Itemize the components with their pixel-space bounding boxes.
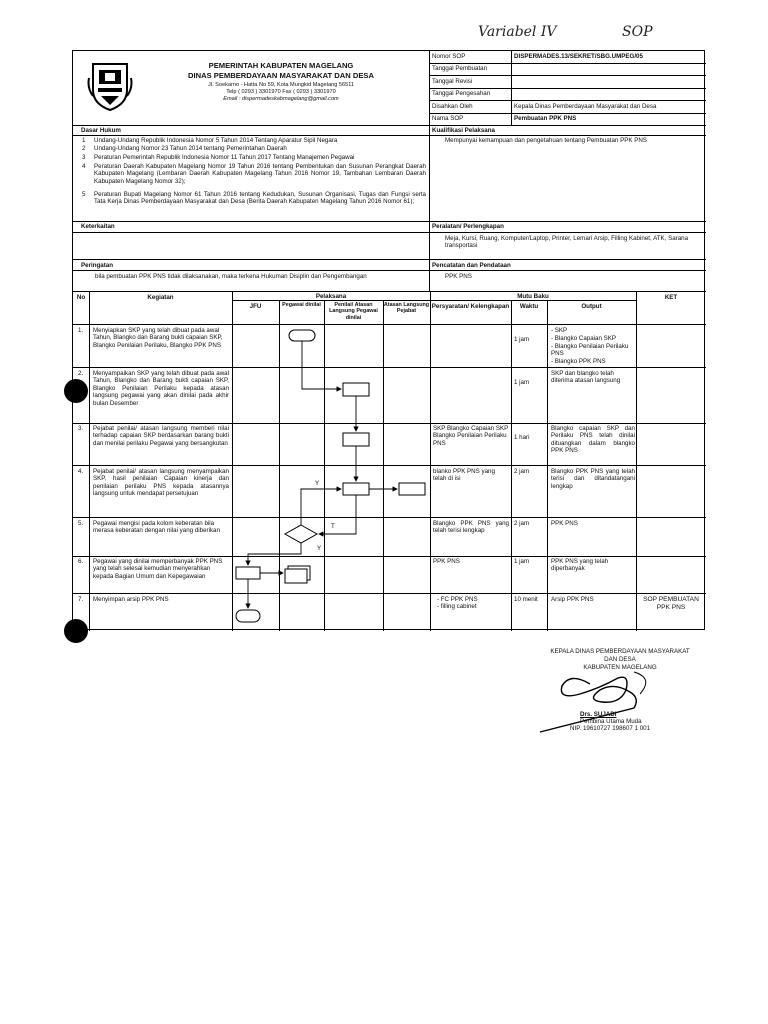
row-4-waktu: 2 jam — [514, 468, 530, 475]
flow-process-6 — [236, 567, 260, 579]
header-email: Email : dispermadeskabmagelang@gmail.com — [223, 96, 339, 102]
row-6-waktu: 1 jam — [514, 558, 530, 565]
row-5-no: 5. — [78, 520, 84, 527]
row-7-kegiatan: Menyimpan arsip PPK PNS — [93, 596, 169, 603]
row-6-output-1: PPK PNS yang telah diperbanyak — [551, 558, 609, 573]
peringatan-title: Peringatan — [81, 262, 113, 269]
row-2-kegiatan: Menyampaikan SKP yang telah dibuat pada awal Tahun, Blangko dan Barang bukti capaian SKP, Blangko Penilaian Perilaku kepada atasan langsung pegawai yang akan dinilai pada akhir bulan Desember — [93, 370, 229, 407]
signature-title-1: KEPALA DINAS PEMBERDAYAAN MASYARAKAT — [550, 648, 690, 655]
flow-label-t: T — [331, 523, 335, 530]
row-5-syarat: Blangko PPK PNS yang telah terisi lengkap — [433, 520, 509, 535]
kualifikasi-text: Mempunyai kemampuan dan pengetahuan tentang Pembuatan PPK PNS — [445, 137, 647, 144]
peralatan-title: Peralatan/ Perlengkapan — [432, 223, 504, 230]
dasar-text-5: Peraturan Bupati Magelang Nomor 61 Tahun 2016 tentang Kedudukan, Susunan Organisasi, Tugas dan Fungsi serta Tata Kerja Dinas Pemberdayaan Masyarakat dan Desa (Berita Daerah Kabupaten Magelang Tahun 2016 Nomor 61); — [94, 191, 426, 206]
row-1-output-3: - Blangko Penilaian Perilaku PNS — [551, 343, 629, 358]
flow-label-y-top: Y — [315, 480, 320, 487]
flow-end-terminator — [236, 610, 260, 622]
meta-label-disahkan: Disahkan Oleh — [432, 103, 473, 110]
signature-rank: Pembina Utama Muda — [580, 718, 642, 725]
flow-arrow-5-back — [301, 489, 341, 525]
col-atasan: Atasan Langsung Pejabat — [383, 302, 430, 315]
col-syarat: Persyaratan/ Kelengkapan — [431, 303, 510, 310]
peringatan-text: bila pembuatan PPK PNS tidak dilaksanakan, maka terkena Hukuman Disiplin dan Pengembangan — [95, 273, 367, 280]
signature-title-3: KABUPATEN MAGELANG — [583, 664, 657, 671]
row-3-waktu: 1 hari — [514, 434, 530, 441]
col-mutu: Mutu Baku — [517, 293, 549, 300]
flow-start-terminator — [289, 330, 315, 341]
col-penilai: Penilai/ Atasan Langsung Pegawai dinilai — [329, 302, 378, 321]
dasar-no-2: 2 — [82, 145, 86, 152]
peralatan-text: Meja, Kursi, Ruang, Komputer/Laptop, Printer, Lemari Arsip, Filling Kabinet, ATK, Sarana transportasi — [445, 235, 689, 250]
flowchart — [73, 51, 706, 631]
col-ket: KET — [664, 294, 678, 301]
signature-nip: NIP. 19610727 198607 1 001 — [570, 725, 651, 732]
keterkaitan-title: Keterkaitan — [81, 223, 115, 230]
flow-process-4-atasan — [399, 483, 425, 495]
row-6-syarat: PPK PNS — [433, 558, 460, 565]
meta-label-nama: Nama SOP — [432, 115, 464, 122]
dasar-no-3: 3 — [82, 154, 86, 161]
meta-label-pembuatan: Tanggal Pembuatan — [432, 65, 488, 72]
meta-label-nomor: Nomor SOP — [432, 53, 466, 60]
meta-value-nomor: DISPERMADES.13/SEKRET/SBG.UMPEG/05 — [514, 53, 643, 60]
flow-process-4 — [343, 483, 369, 495]
header-line1: PEMERINTAH KABUPATEN MAGELANG — [208, 61, 354, 70]
row-1-kegiatan: Menyiapkan SKP yang telah dibuat pada awal Tahun, Blangko dan Barang bukti capaian SKP, Blangko Penilaian Perilaku, Blangko PPK PNS — [93, 327, 223, 349]
row-4-syarat: blanko PPK PNS yang telah di isi — [433, 468, 495, 483]
row-1-output-2: - Blangko Capaian SKP — [551, 335, 617, 342]
flow-arrow-4-5 — [319, 495, 356, 534]
row-2-output-1: SKP dan blangko telah diterima atasan langsung — [551, 370, 621, 385]
flow-arrow-1-2 — [302, 341, 341, 389]
col-no: No — [76, 294, 86, 301]
kualifikasi-title: Kualifikasi Pelaksana — [432, 127, 495, 134]
row-7-no: 7. — [78, 596, 84, 603]
col-kegiatan: Kegiatan — [147, 294, 174, 301]
row-7-waktu: 10 menit — [514, 596, 538, 603]
row-4-no: 4. — [78, 468, 84, 475]
signature-name: Drs. SUJADI — [580, 711, 617, 718]
dasar-no-4: 4 — [82, 163, 86, 170]
col-pegawai: Pegawai dinilai — [282, 302, 321, 308]
pencatatan-text: PPK PNS — [445, 273, 472, 280]
row-1-output-4: - Blangko PPK PNS — [551, 358, 606, 365]
row-1-output-1: - SKP — [551, 327, 568, 334]
dasar-hukum-title: Dasar Hukum — [81, 127, 121, 134]
col-output: Output — [581, 303, 602, 310]
pencatatan-title: Pencatatan dan Pendataan — [432, 262, 511, 269]
row-3-syarat: SKP Blangko Capaian SKP Blangko Penilaian Perilaku PNS — [433, 425, 509, 447]
col-pelaksana: Pelaksana — [315, 293, 347, 300]
col-jfu: JFU — [249, 303, 262, 310]
row-3-no: 3. — [78, 425, 84, 432]
row-2-no: 2. — [78, 370, 84, 377]
header-line2: DINAS PEMBERDAYAAN MASYARAKAT DAN DESA — [188, 71, 374, 80]
header-address: Jl. Soekarno - Hatta No 59, Kota Mungkid Magelang 56511 — [207, 82, 355, 88]
meta-label-pengesahan: Tanggal Pengesahan — [432, 90, 491, 97]
dasar-text-4: Peraturan Daerah Kabupaten Magelang Nomor 19 Tahun 2016 tentang Pembentukan dan Susunan Perangkat Daerah Kabupaten Magelang (Lembaran Daerah Kabupaten Magelang Tahun 2016 Nomor 19, Tambahan Lembaran Daerah Kabupaten Magelang Nomor 32); — [94, 163, 426, 185]
dasar-text-3: Peraturan Pemerintah Republik Indonesia Nomor 11 Tahun 2017 Tentang Manajemen Pegawai — [94, 154, 355, 161]
flow-process-3 — [343, 433, 369, 446]
row-6-no: 6. — [78, 558, 84, 565]
flow-label-y-bottom: Y — [317, 545, 322, 552]
row-4-kegiatan: Pejabat penilai/ atasan langsung menyampaikan SKP, hasil penilaian Capaian kinerja dan penilaian perilaku PNS kepada atasannya langsung untuk mendapat persetujuan — [93, 468, 229, 498]
row-4-output-1: Blangko PPK PNS yang telah terisi dan ditandatangani lengkap — [551, 468, 635, 490]
row-6-kegiatan: Pegawai yang dinilai memperbanyak PPK PNS yang telah selesai kemudian menyerahkan kepada Bagian Umum dan Kepegawaian — [93, 558, 223, 580]
row-7-ket: SOP PEMBUATAN PPK PNS — [643, 596, 699, 611]
row-2-waktu: 1 jam — [514, 379, 530, 386]
row-1-waktu: 1 jam — [514, 336, 530, 343]
sop-document — [72, 50, 705, 630]
handwritten-sop: SOP — [622, 24, 653, 40]
dasar-no-1: 1 — [82, 137, 86, 144]
row-5-output-1: PPK PNS — [551, 520, 578, 527]
header-phone: Telp ( 0293 ) 3301970 Fax ( 0293 ) 3301970 — [226, 89, 336, 95]
dasar-no-5: 5 — [82, 191, 86, 198]
dasar-text-2: Undang-Undang Nomor 23 Tahun 2014 tentang Pemerintahan Daerah — [94, 145, 287, 152]
meta-value-nama: Pembuatan PPK PNS — [514, 115, 577, 122]
row-7-syarat: - FC PPK PNS - filling cabinet — [437, 596, 478, 611]
flow-process-2 — [343, 383, 369, 396]
col-waktu: Waktu — [519, 303, 539, 310]
row-7-output-1: Arsip PPK PNS — [551, 596, 594, 603]
flow-document-6-front — [285, 569, 307, 583]
meta-label-revisi: Tanggal Revisi — [432, 78, 473, 85]
meta-value-disahkan: Kepala Dinas Pemberdayaan Masyarakat dan Desa — [514, 103, 657, 110]
dasar-text-1: Undang-Undang Republik Indonesia Nomor 5 Tahun 2014 Tentang Aparatur Sipil Negara — [94, 137, 338, 144]
flow-arrow-5-6 — [248, 543, 301, 565]
row-5-waktu: 2 jam — [514, 520, 530, 527]
signature-title-2: DAN DESA — [604, 656, 636, 663]
row-3-output-1: Blangko capaian SKP dan Perilaku PNS telah dinilai dituangkan dalam blangko PPK PNS — [551, 425, 635, 455]
flow-decision-5 — [285, 525, 317, 543]
handwritten-variabel: Variabel IV — [478, 24, 557, 40]
row-5-kegiatan: Pegawai mengisi pada kolom keberatan bila merasa keberatan dengan nilai yang diberikan — [93, 520, 220, 535]
row-3-kegiatan: Pejabat penilai/ atasan langsung memberi nilai terhadap capaian SKP berdasarkan barang bukti dan menilai perilaku Pegawai yang bersangkutan — [93, 425, 229, 447]
row-1-no: 1. — [78, 327, 84, 334]
